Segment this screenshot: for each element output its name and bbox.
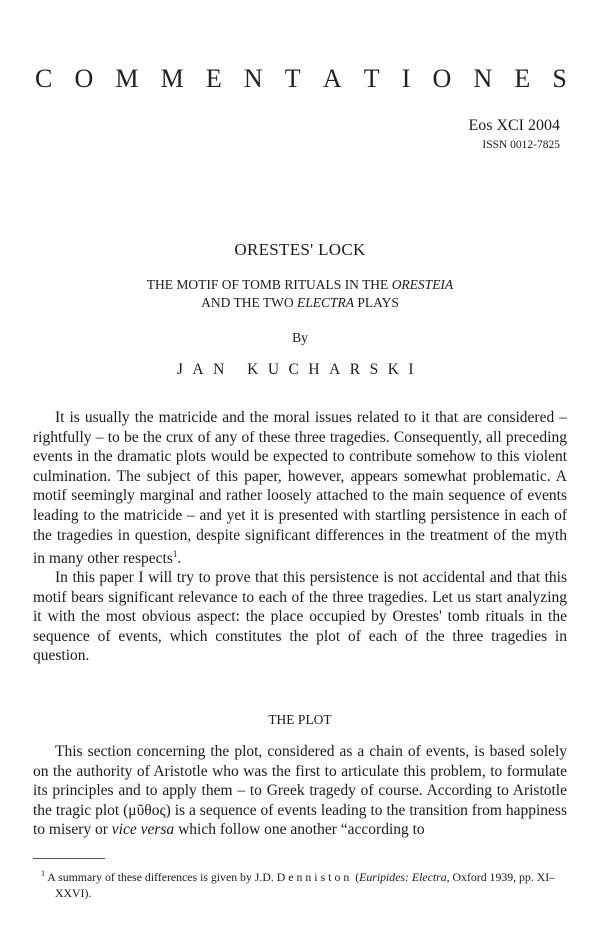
footnote-divider <box>33 858 105 859</box>
paragraph-1 <box>33 408 567 569</box>
byline: By <box>292 330 308 345</box>
paragraph-text: which follow one another “according to <box>174 821 425 839</box>
journal-meta <box>468 116 560 152</box>
series-letter: E <box>514 64 531 93</box>
subtitle-italic: ORESTEIA <box>391 277 454 292</box>
subtitle-text: AND THE TWO <box>201 295 297 310</box>
section-heading: THE PLOT <box>268 712 332 727</box>
series-letter: A <box>322 64 342 93</box>
footnote-author: Denniston <box>276 869 353 884</box>
series-letter: T <box>363 64 380 93</box>
subtitle-text: THE MOTIF OF TOMB RITUALS IN THE <box>146 277 392 292</box>
series-letter: M <box>160 64 184 93</box>
subtitle-italic: ELECTRA <box>296 295 354 310</box>
paragraph-2 <box>33 568 567 666</box>
paragraph-text: In this paper I will try to prove that this persistence is not accidental and that this motif bears significant relevance to each of the three tragedies. Let us start analyzing it with the most obvious aspect: the place occupied by Orestes' tomb rituals in the sequence of events, which constitutes the plot of each of the three tragedies in question. <box>33 569 567 665</box>
footnote-work: Euripides: Electra <box>359 869 447 884</box>
footnote-ref[interactable]: 1 <box>172 549 178 560</box>
paragraph-italic: vice versa <box>111 821 175 839</box>
journal-issn: ISSN 0012-7825 <box>482 139 560 151</box>
series-letter: T <box>284 64 301 93</box>
footnote-text: A summary of these differences is given by J.D. <box>45 869 277 884</box>
footnote <box>33 866 567 901</box>
footnote-mark: 1 <box>41 869 45 878</box>
series-heading <box>35 64 567 94</box>
series-letter: M <box>115 64 139 93</box>
journal-volume: Eos XCI 2004 <box>468 117 560 134</box>
series-letter: O <box>74 64 94 93</box>
series-letter: N <box>243 64 263 93</box>
series-letter: S <box>552 64 567 93</box>
series-letter: O <box>432 64 452 93</box>
footnote-text: ( <box>352 869 360 884</box>
series-letter: C <box>35 64 53 93</box>
paragraph-text: This section concerning the plot, considered as a chain of events, is based solely on the authority of Aristotle who was the first to articulate this problem, to formulate its principles and to apply them – to Greek tragedy of course. According to Aristotle the tragic plot (μῦθος) is a sequence of events leading to the transition from happiness to misery or <box>33 743 567 839</box>
paragraph-3 <box>33 742 567 840</box>
footnote-text: , Oxford 1939, pp. XI–XXVI). <box>55 869 556 900</box>
paragraph-text: . <box>177 550 182 568</box>
article-title: ORESTES' LOCK <box>234 240 366 259</box>
series-letter: N <box>473 64 493 93</box>
series-letter: I <box>401 64 411 93</box>
article-subtitle-line1 <box>0 276 600 293</box>
article-subtitle-line2 <box>0 294 600 311</box>
subtitle-text: PLAYS <box>353 295 399 310</box>
paragraph-text: It is usually the matricide and the moral issues related to it that are considered – rightfully – to be the crux of any of these three tragedies. Consequently, all preceding events in the dramatic plots would be expected to contribute somehow to this violent culmination. The subject of this paper, however, appears somewhat problematic. A motif seemingly marginal and rather loosely attached to the main sequence of events leading to the matricide – and yet it is presented with startling persistence in each of the tragedies in question, despite significant differences in the treatment of the myth in many other respects <box>33 409 567 568</box>
series-letter: E <box>205 64 222 93</box>
author-name: JAN KUCHARSKI <box>176 361 424 378</box>
